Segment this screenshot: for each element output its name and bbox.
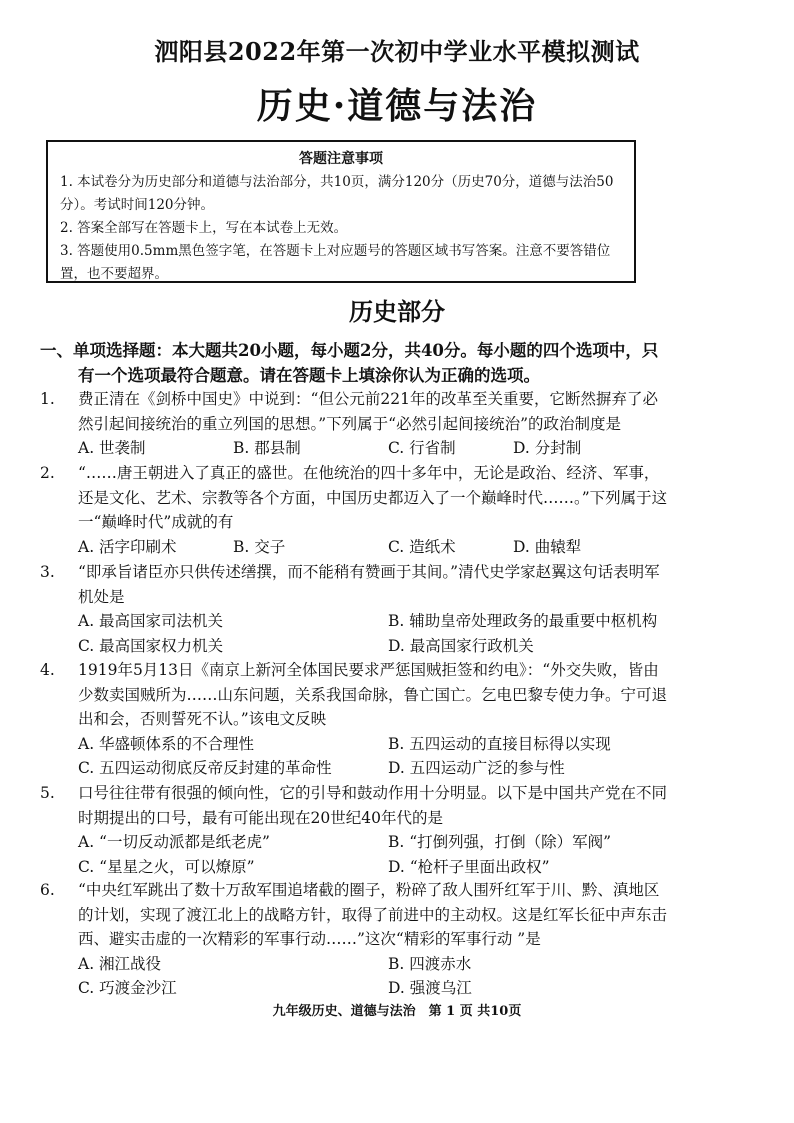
option-a: A. “一切反动派都是纸老虎” <box>78 833 270 851</box>
options-row <box>78 830 670 855</box>
option-d: D. 五四运动广泛的参与性 <box>388 759 565 777</box>
part-heading-line1: 一、单项选择题：本大题共20小题，每小题2分，共40分。每小题的四个选项中，只 <box>40 341 659 360</box>
notice-title: 答题注意事项 <box>299 151 383 167</box>
options-row <box>78 976 670 1001</box>
option-a: A. 世袭制 <box>78 439 146 457</box>
question-text: “即承旨诸臣亦只供传述缮撰，而不能稍有赞画于其间。”清代史学家赵翼这句话表明军机处是 <box>78 563 660 606</box>
question-number: 6. <box>40 881 55 899</box>
option-a: A. 湘江战役 <box>78 954 162 973</box>
options-row <box>78 609 670 634</box>
question-number: 2. <box>40 464 55 482</box>
option-a: A. 活字印刷术 <box>78 537 177 556</box>
subject-title: 历史·道德与法治 <box>256 85 538 127</box>
question-3 <box>40 560 670 658</box>
option-c: C. 五四运动彻底反帝反封建的革命性 <box>78 759 332 777</box>
page-footer: 九年级历史、道德与法治 第 1 页 共10页 <box>272 1004 522 1019</box>
options-row <box>78 756 670 781</box>
question-text: “中央红军跳出了数十万敌军围追堵截的圈子，粉碎了敌人围歼红军于川、黔、滇地区的计划，实现了渡江北上的战略方针，取得了前进中的主动权。这是红军长征中声东击西、避实击虚的一次精彩的军事行动……”这次“精彩的军事行动 ”是 <box>78 881 668 948</box>
question-5 <box>40 781 670 879</box>
option-b: B. 五四运动的直接目标得以实现 <box>388 734 611 753</box>
section-title: 历史部分 <box>349 297 445 326</box>
option-d: D. 最高国家行政机关 <box>388 636 534 655</box>
options-row <box>78 952 670 977</box>
question-2 <box>40 461 670 559</box>
question-number: 5. <box>40 784 55 802</box>
option-c: C. 行省制 <box>388 439 456 457</box>
options-row <box>78 855 670 880</box>
part-heading <box>40 338 680 388</box>
question-text: 费正清在《剑桥中国史》中说到：“但公元前221年的改革至关重要，它断然摒弃了必然引起间接统治的重立列国的思想。”下列属于“必然引起间接统治”的政治制度是 <box>78 390 659 433</box>
options-row <box>78 732 670 757</box>
question-number: 4. <box>40 661 55 679</box>
option-b: B. 郡县制 <box>233 439 301 457</box>
option-c: C. 巧渡金沙江 <box>78 979 177 997</box>
option-c: C. 造纸术 <box>388 537 456 556</box>
options-row <box>78 436 670 461</box>
option-d: D. 强渡乌江 <box>388 979 472 997</box>
notice-item-2: 2. 答案全部写在答题卡上，写在本试卷上无效。 <box>60 220 348 236</box>
options-row <box>78 634 670 659</box>
option-d: D. 曲辕犁 <box>513 537 582 556</box>
exam-title: 泗阳县2022年第一次初中学业水平模拟测试 <box>154 37 640 66</box>
question-number: 1. <box>40 390 55 408</box>
option-d: D. 分封制 <box>513 439 582 457</box>
question-text: 1919年5月13日《南京上新河全体国民要求严惩国贼拒签和约电》：“外交失败，皆由少数卖国贼所为……山东问题，关系我国命脉，鲁亡国亡。乞电巴黎专使力争。宁可退出和会，否则誓死不认。”该电文反映 <box>78 661 668 728</box>
notice-item-1: 1. 本试卷分为历史部分和道德与法治部分，共10页，满分120分（历史70分，道德与法治50分）。考试时间120分钟。 <box>60 174 614 213</box>
part-heading-line2: 有一个选项最符合题意。请在答题卡上填涂你认为正确的选项。 <box>78 366 540 385</box>
question-text: 口号往往带有很强的倾向性，它的引导和鼓动作用十分明显。以下是中国共产党在不同时期提出的口号，最有可能出现在20世纪40年代的是 <box>78 784 668 827</box>
question-text: “……唐王朝进入了真正的盛世。在他统治的四十多年中，无论是政治、经济、军事，还是文化、艺术、宗教等各个方面，中国历史都迈入了一个巅峰时代……。”下列属于这一“巅峰时代”成就的有 <box>78 464 668 531</box>
option-c: C. 最高国家权力机关 <box>78 636 224 655</box>
option-b: B. 辅助皇帝处理政务的最重要中枢机构 <box>388 612 658 630</box>
question-1 <box>40 387 670 461</box>
option-b: B. 四渡赤水 <box>388 954 472 973</box>
question-6 <box>40 878 670 1001</box>
notice-box <box>46 140 636 283</box>
option-a: A. 最高国家司法机关 <box>78 612 224 630</box>
option-b: B. 交子 <box>233 537 286 556</box>
notice-item-3: 3. 答题使用0.5mm黑色签字笔，在答题卡上对应题号的答题区域书写答案。注意不要答错位置，也不要超界。 <box>60 243 611 282</box>
question-number: 3. <box>40 563 55 581</box>
options-row <box>78 535 670 560</box>
option-c: C. “星星之火，可以燎原” <box>78 857 255 876</box>
question-4 <box>40 658 670 781</box>
option-a: A. 华盛顿体系的不合理性 <box>78 734 255 753</box>
option-d: D. “枪杆子里面出政权” <box>388 857 550 876</box>
option-b: B. “打倒列强，打倒（除）军阀” <box>388 833 612 851</box>
